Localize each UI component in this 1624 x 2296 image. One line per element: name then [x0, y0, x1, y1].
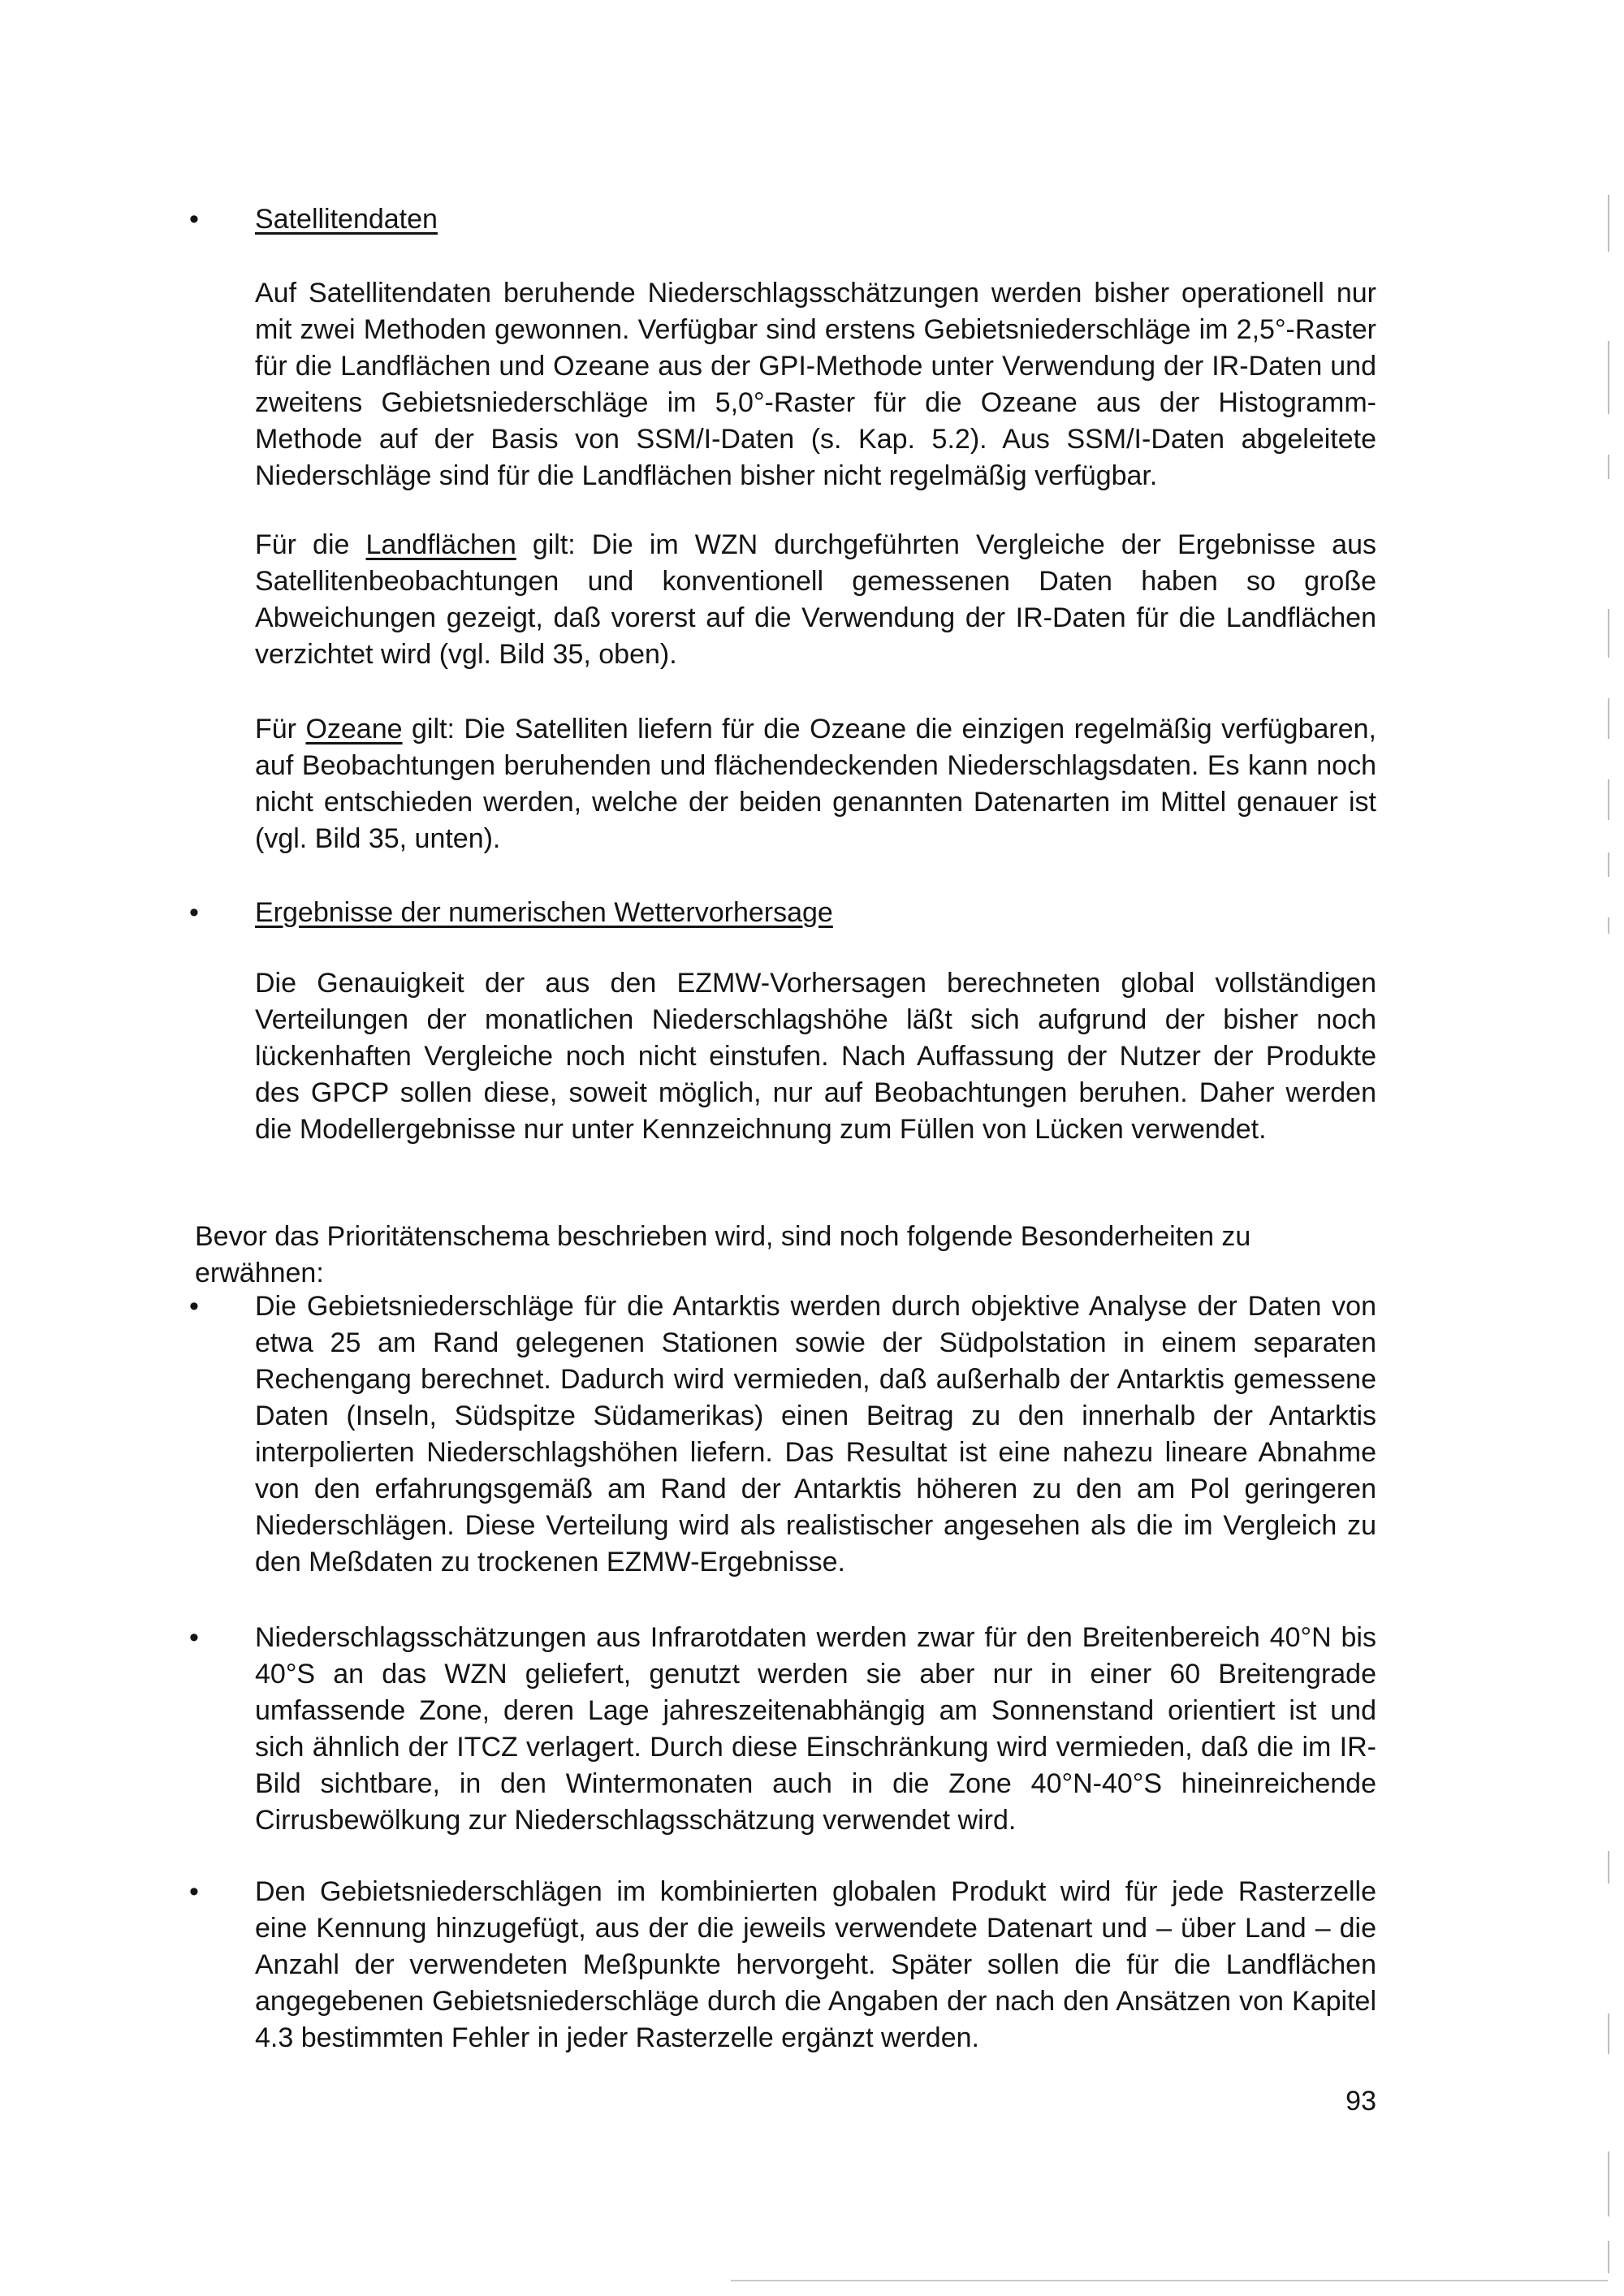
term-landflaechen: Landflächen	[365, 529, 516, 560]
bullet-antarktis: Die Gebietsniederschläge für die Antarktis werden durch objektive Analyse der Daten von etwa 25 am Rand gelegenen Stationen sowie der Südpolstation in einem separaten Rechengang berechnet. Dadurch wird vermieden, daß außerhalb der Antarktis gemessene Daten (Inseln, Südspitze Südamerikas) einen Beitrag zu den innerhalb der Antarktis interpolierten Niederschlagshöhen liefern. Das Resultat ist eine nahezu lineare Abnahme von den erfahrungsgemäß am Rand der Antarktis höheren zu den am Pol geringeren Niederschlägen. Diese Verteilung wird als realistischer angesehen als die im Vergleich zu den Meßdaten zu trockenen EZMW-Ergebnisse.	[255, 1291, 1376, 1577]
scan-edge-mark	[1608, 2151, 1609, 2216]
bullet-infrarot: Niederschlagsschätzungen aus Infrarotdaten werden zwar für den Breitenbereich 40°N bis 40°S an das WZN geliefert, genutzt werden sie aber nur in einer 60 Breitengrade umfassende Zone, deren Lage jahreszeitenabhängig am Sonnenstand orientiert ist und sich ähnlich der ITCZ verlagert. Durch diese Einschränkung wird vermieden, daß die im IR-Bild sichtbare, in den Wintermonaten auch in die Zone 40°N-40°S hineinreichende Cirrusbewölkung zur Niederschlagsschätzung verwendet wird.	[255, 1622, 1376, 1836]
section-heading-satellitendaten: Satellitendaten	[255, 204, 438, 235]
text-prefix: Für die	[255, 529, 366, 560]
scan-edge-mark	[1608, 195, 1609, 252]
paragraph-ezmw: Die Genauigkeit der aus den EZMW-Vorhersagen berechneten global vollständigen Verteilungen der monatlichen Niederschlagshöhe läßt sich aufgrund der bisher noch lückenhaften Vergleiche noch nicht einstufen. Nach Auffassung der Nutzer der Produkte des GPCP sollen diese, soweit möglich, nur auf Beobachtungen beruhen. Daher werden die Modellergebnisse nur unter Kennzeichnung zum Füllen von Lücken verwendet.	[255, 968, 1376, 1145]
text-rest: gilt: Die im WZN durchgeführten Vergleiche der Ergebnisse aus Satellitenbeobachtungen und konventionell gemessenen Daten haben so große Abweichungen gezeigt, daß vorerst auf die Verwendung der IR-Daten für die Landflächen verzichtet wird (vgl. Bild 35, oben).	[255, 529, 1376, 670]
term-ozeane: Ozeane	[305, 714, 403, 744]
scan-bottom-line	[731, 2280, 1608, 2281]
paragraph-intro: Bevor das Prioritätenschema beschrieben wird, sind noch folgende Besonderheiten zu erwähnen:	[195, 1221, 1251, 1288]
scan-edge-mark	[1608, 455, 1609, 479]
bullet-marker: •	[189, 204, 199, 235]
scan-edge-mark	[1608, 1851, 1609, 1884]
scan-edge-mark	[1608, 2013, 1609, 2054]
bullet-marker: •	[189, 1622, 199, 1653]
scan-edge-mark	[1608, 698, 1609, 739]
bullet-kennung: Den Gebietsniederschlägen im kombinierten globalen Produkt wird für jede Rasterzelle eine Kennung hinzugefügt, aus der die jeweils verwendete Datenart und – über Land – die Anzahl der verwendeten Meßpunkte hervorgeht. Später sollen die für die Landflächen angegebenen Gebietsniederschläge durch die Angaben der nach den Ansätzen von Kapitel 4.3 bestimmten Fehler in jeder Rasterzelle ergänzt werden.	[255, 1876, 1376, 2053]
scan-edge-mark	[1608, 917, 1609, 934]
paragraph-ozeane	[255, 711, 1376, 857]
page-number: 93	[1345, 2086, 1376, 2117]
scan-edge-mark	[1608, 779, 1609, 820]
text-prefix: Für	[255, 714, 306, 744]
scan-edge-mark	[1608, 852, 1609, 877]
scan-edge-mark	[1608, 341, 1609, 414]
scan-edge-mark	[1608, 609, 1609, 658]
bullet-marker: •	[189, 1291, 199, 1322]
scan-edge-mark	[1608, 2241, 1609, 2273]
section-heading-wettervorhersage: Ergebnisse der numerischen Wettervorhersage	[255, 897, 833, 928]
bullet-marker: •	[189, 1876, 199, 1907]
paragraph-satellite-methods: Auf Satellitendaten beruhende Niederschlagsschätzungen werden bisher operationell nur mit zwei Methoden gewonnen. Verfügbar sind erstens Gebietsniederschläge im 2,5°-Raster für die Landflächen und Ozeane aus der GPI-Methode unter Verwendung der IR-Daten und zweitens Gebietsniederschläge im 5,0°-Raster für die Ozeane aus der Histogramm-Methode auf der Basis von SSM/I-Daten (s. Kap. 5.2). Aus SSM/I-Daten abgeleitete Niederschläge sind für die Landflächen bisher nicht regelmäßig verfügbar.	[255, 278, 1376, 491]
paragraph-landflaechen	[255, 527, 1376, 673]
bullet-marker: •	[189, 897, 199, 928]
text-rest: gilt: Die Satelliten liefern für die Ozeane die einzigen regelmäßig verfügbaren, auf Beobachtungen beruhenden und flächendeckenden Niederschlagsdaten. Es kann noch nicht entschieden werden, welche der beiden genannten Datenarten im Mittel genauer ist (vgl. Bild 35, unten).	[255, 714, 1376, 854]
